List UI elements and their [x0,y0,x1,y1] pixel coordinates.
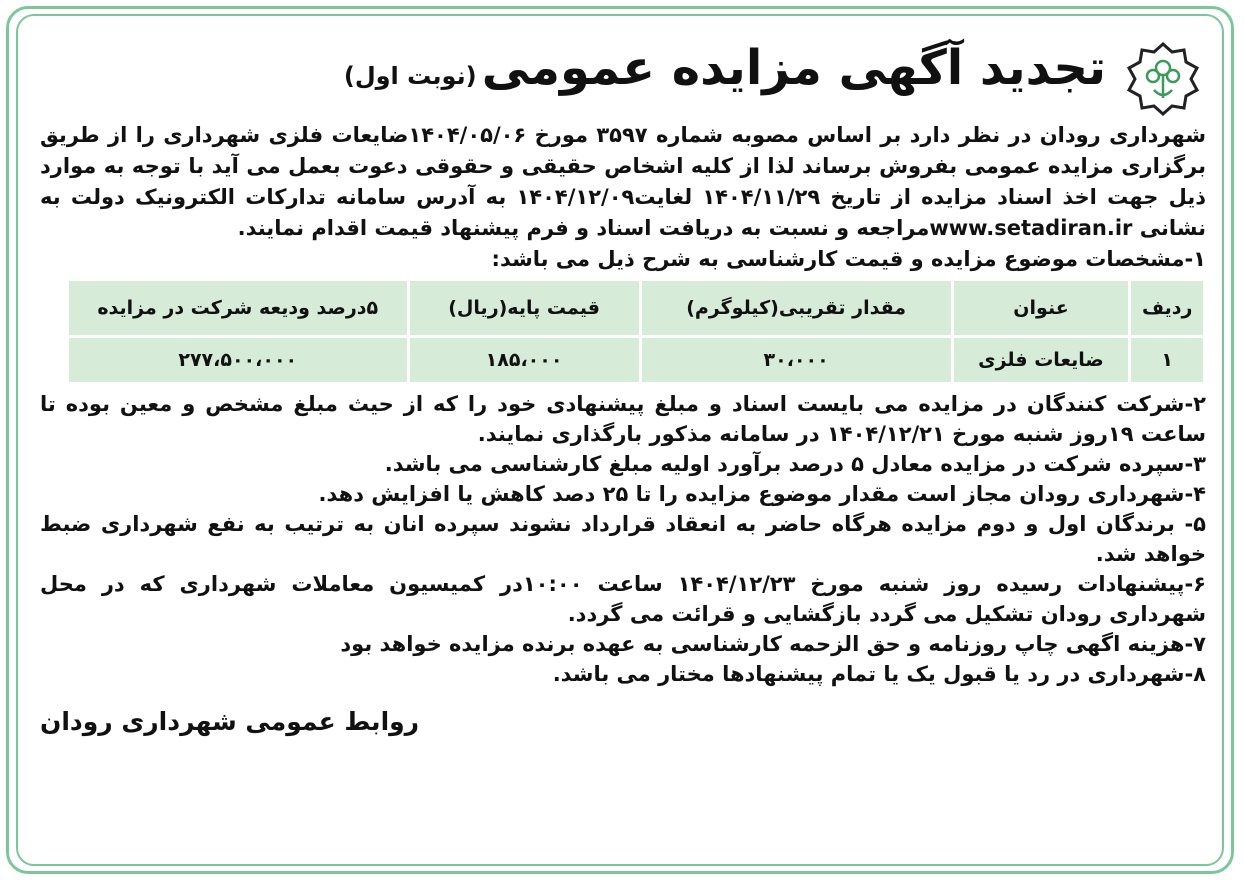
header-quantity: مقدار تقریبی(کیلوگرم) [640,280,952,337]
public-relations-label: روابط عمومی شهرداری رودان [40,707,420,736]
clause-8: ۸-شهرداری در رد یا قبول یک یا تمام پیشنهادها مختار می باشد. [552,662,1206,686]
clause-5: ۵- برندگان اول و دوم مزایده هرگاه حاضر به انعقاد قرارداد نشوند سپرده انان به ترتیب به نفع شهرداری ضبط خواهد شد. [40,512,1206,566]
clause-7: ۷-هزینه اگهی چاپ روزنامه و حق الزحمه کارشناسی به عهده برنده مزایده خواهد بود [340,632,1206,656]
header-deposit: ۵درصد ودیعه شرکت در مزایده [68,280,409,337]
title-main: تجدید آگهی مزایده عمومی [481,40,1106,96]
notice-document [40,20,1206,860]
title-round: (نوبت اول) [343,62,477,90]
clause-4: ۴-شهرداری رودان مجاز است مقدار موضوع مزایده را تا ۲۵ دصد کاهش یا افزایش دهد. [318,482,1206,506]
clause-2: ۲-شرکت کنندگان در مزایده می بایست اسناد و مبلغ پیشنهادی خود را که از حیث مبلغ مشخص و معین بوده تا ساعت ۱۹روز شنبه مورخ ۱۴۰۴/۱۲/۲۱ در سامانه مذکور بارگذاری نمایند. [40,392,1206,446]
notice-title [206,40,1106,120]
header-base-price: قیمت پایه(ریال) [408,280,640,337]
municipality-emblem-icon [1120,38,1206,118]
cell-row-number: ۱ [1130,337,1205,384]
cell-base-price: ۱۸۵،۰۰۰ [408,337,640,384]
cell-quantity: ۳۰،۰۰۰ [640,337,952,384]
table-row [68,337,1205,384]
notice-header [40,20,1206,120]
clause-3: ۳-سپرده شرکت در مزایده معادل ۵ درصد برآورد اولیه مبلغ کارشناسی می باشد. [384,452,1206,476]
footer-signature [40,707,1206,736]
lots-table [66,278,1206,385]
cell-deposit: ۲۷۷،۵۰۰،۰۰۰ [68,337,409,384]
spec-heading: ۱-مشخصات موضوع مزایده و قیمت کارشناسی به شرح ذیل می باشد: [491,247,1206,271]
clause-6: ۶-پیشنهادات رسیده روز شنبه مورخ ۱۴۰۴/۱۲/۲۳ ساعت ۱۰:۰۰در کمیسیون معاملات شهرداری که در محل شهرداری رودان تشکیل می گردد بازگشایی و قرائت می گردد. [40,572,1206,626]
header-row-number: ردیف [1130,280,1205,337]
header-title: عنوان [952,280,1130,337]
intro-paragraph: شهرداری رودان در نظر دارد بر اساس مصوبه شماره ۳۵۹۷ مورخ ۱۴۰۴/۰۵/۰۶ضایعات فلزی شهرداری را از طریق برگزاری مزایده عمومی بفروش برساند لذا از کلیه اشخاص حقیقی و حقوقی دعوت بعمل می آید با توجه به موارد ذیل جهت اخذ اسناد مزایده از تاریخ ۱۴۰۴/۱۱/۲۹ لغایت۱۴۰۴/۱۲/۰۹ به آدرس سامانه تدارکات الکترونیک دولت به نشانی www.setadiran.irمراجعه و نسبت به دریافت اسناد و فرم پیشنهاد قیمت اقدام نمایند. [40,123,1207,240]
cell-title: ضایعات فلزی [952,337,1130,384]
table-header-row [68,280,1205,337]
